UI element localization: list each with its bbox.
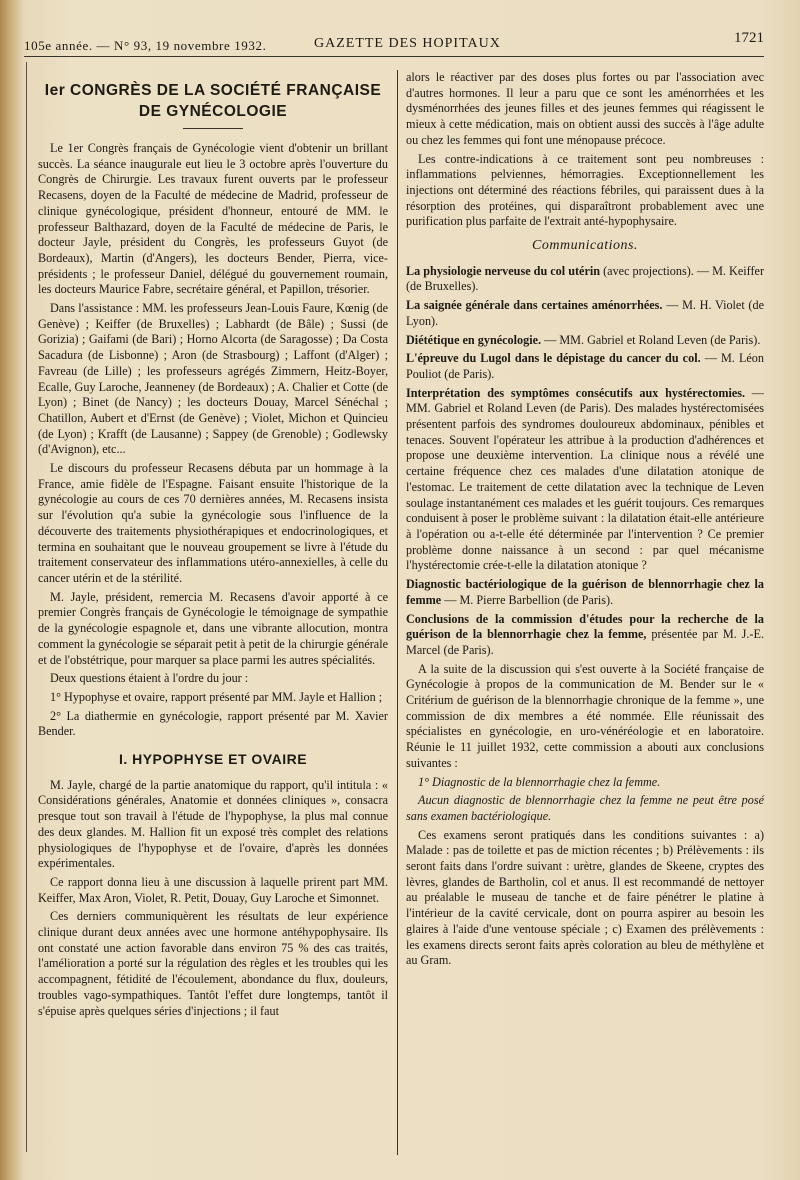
article-title-line-1: Ier CONGRÈS DE LA SOCIÉTÉ FRANÇAISE bbox=[44, 82, 382, 99]
right-column bbox=[406, 70, 764, 972]
intro-paragraph: Le 1er Congrès français de Gynécologie vient d'obtenir un brillant succès. La séance inaugurale eut lieu le 3 octobre après l'ouverture du Congrès de Chirurgie. Les travaux furent ouverts par le professeur Recasens, doyen de la Faculté de médecine de Madrid, professeur de clinique gynécologique, président d'honneur, entouré de MM. le professeur Balthazard, doyen de la Faculté de médecine de Paris, le docteur Jayle, président du Congrès, les professeurs Guyot (de Bordeaux), Martin (d'Angers), les docteurs Bender, Pierra, vice-présidents ; le professeur Daniel, délégué du gouvernement roumain, les docteurs Maurice Fabre, secrétaire général, et Papillon, trésorier. bbox=[38, 141, 388, 297]
page-number: 1721 bbox=[734, 30, 764, 46]
recasens-paragraph: Le discours du professeur Recasens débuta par un hommage à la France, amie fidèle de l'Espagne. Faisant ensuite l'historique de la gynécologie au cours de ces 70 dernières années, M. Recasens insista sur l'évolution qu'a subie la gynécologie sous l'influence de la découverte des traitements physiothérapiques et endocrinologiques, et termina en souhaitant que le nouveau groupement se livre à l'étude du traitement conservateur des inflammations utéro-annexielles, à celle du cancer utérin et de la stérilité. bbox=[38, 461, 388, 585]
communication-title: Interprétation des symptômes consécutifs aux hystérectomies. bbox=[406, 385, 746, 400]
article-title-line-2: DE GYNÉCOLOGIE bbox=[138, 103, 288, 120]
communications-title: Communications. bbox=[532, 238, 638, 254]
attendance-paragraph: Dans l'assistance : MM. les professeurs Jean-Louis Faure, Kœnig (de Genève) ; Keiffer (de Bruxelles) ; Labhardt (de Bâle) ; Sussi (de Gorizia) ; Gaifami (de Bari) ; Horno Alcorta (de Saragosse) ; Da Costa Sacadura (de Lisbonne) ; Aron (de Strasbourg) ; Laffont (d'Alger) ; Favreau (de Lille) ; les professeurs agrégés Zimmern, Heitz-Boyer, Ecalle, Guy Laroche, Jeanneney (de Bordeaux) ; A. Chalier et Cotte (de Lyon) ; Binet (de Nancy) ; les docteurs Douay, Marcel Sénéchal ; Chatillon, Aubert et d'Ernst (de Genève) ; Violet, Michon et Quincieu (de Lyon) ; Krafft (de Lausanne) ; Sappey (de Grenoble) ; Godlewsky (d'Avignon), etc... bbox=[38, 301, 388, 457]
section-paragraph: Ces derniers communiquèrent les résultats de leur expérience clinique durant deux années avec une hormone antéhypophysaire. Ils ont constaté une action favorable dans environ 75 % des cas traités, l'amélioration a porté sur la régulation des règles et les troubles qui les accompagnent, fétidité de l'écoulement, abondance du flux, douleurs, troubles vago-sympathiques. Tantôt l'effet dure longtemps, tantôt il s'épuise après quelques séries d'injections ; il faut bbox=[38, 909, 388, 1018]
agenda-item-1: 1° Hypophyse et ovaire, rapport présenté par MM. Jayle et Hallion ; bbox=[50, 689, 383, 704]
continued-paragraph: alors le réactiver par des doses plus fortes ou par l'association avec d'autres hormones. Il leur a paru que ce sont les aménorrhées et les dysménorrhées des jeunes filles et des jeunes femmes qui réagissent le mieux à cette médication, mais on obtient aussi des succès à l'âge adulte ou chez les femmes qui font une ménopause précoce. bbox=[406, 70, 764, 147]
communication-title: L'épreuve du Lugol dans le dépistage du cancer du col. bbox=[406, 351, 701, 366]
header-rule bbox=[24, 56, 764, 57]
communication-body: — MM. Gabriel et Roland Leven (de Paris). Des malades hystérectomisées présentent parfois des syndromes douloureux abdominaux, pénibles et tenaces. Souvent l'opérateur les attribue à la production d'adhérences et propose une deuxième intervention. La clinique nous a révélé une certaine fréquence chez ces malades d'une dilatation atonique de l'estomac. Le traitement de cette dilatation avec la technique de Leven soulage instantanément ces malades et les guérit toujours. Ces remarques conduisent à poser le problème suivant : la dilatation était-elle antérieure à l'opération ou a-t-elle été déterminée par l'intervention ? Ce premier problème donne naissance à un second : par quel mécanisme l'hystérectomie crée-t-elle la dilatation atonique ? bbox=[406, 385, 764, 573]
left-column bbox=[38, 72, 388, 1022]
section-paragraph: M. Jayle, chargé de la partie anatomique du rapport, qu'il intitula : « Considérations générales, Anatomie et données cliniques », consacra presque tout son travail à l'étude de l'hypophyse, la plus mal connue des deux glandes. M. Hallion fit un exposé très complet des relations physiologiques de l'hypophyse et de l'ovaire, d'après les données expérimentales. bbox=[38, 777, 388, 871]
examination-paragraph: Ces examens seront pratiqués dans les conditions suivantes : a) Malade : pas de toilette et pas de miction récentes ; b) Prélèvements : ils seront faits dans l'ordre suivant : urètre, glandes de Skeene, cryptes des lèvres, glandes de Bartholin, col et anus. Il est recommandé de nettoyer au préalable le museau de tanche et de faire pénétrer le platine à l'intérieur de la cavité cervicale, dont on pourra aspirer au besoin les glaires à l'aide d'une ventouse spéciale ; c) Examen des prélèvements : les examens directs seront faits après coloration au bleu de méthylène et au Gram. bbox=[406, 827, 764, 968]
contraindications-paragraph: Les contre-indications à ce traitement sont peu nombreuses : inflammations pelviennes, hémorragies. Exceptionnellement les injections ont déterminé des réactions fébriles, qui paraissent dues à la résorption des protéines, qui disparaîtront probablement avec une purification plus parfaite de l'extrait anté-hypophysaire. bbox=[406, 151, 764, 229]
communication-author: (avec projections). — M. Keiffer (de Bruxelles). bbox=[406, 263, 764, 294]
commission-paragraph: A la suite de la discussion qui s'est ouverte à la Société française de Gynécologie à propos de la communication de M. Bender sur le « Critérium de guérison de la blennorrhagie chronique de la femme », une commission de dix membres a été nommée. Elle réunissait des spécialistes en gynécologie, en uro-vénéréologie et en laboratoire. Réunie le 11 juillet 1932, cette commission a abouti aux conclusions suivantes : bbox=[406, 661, 764, 770]
diagnostic-rule: Aucun diagnostic de blennorrhagie chez la femme ne peut être posé sans examen bactériologique. bbox=[406, 793, 764, 823]
communication-title: Diagnostic bactériologique de la guérison de blennorrhagie chez la femme bbox=[406, 577, 764, 607]
communication-entry bbox=[406, 351, 764, 382]
article-title bbox=[38, 80, 388, 122]
communication-entry bbox=[406, 612, 764, 659]
communication-entry bbox=[406, 333, 764, 349]
diagnostic-heading: 1° Diagnostic de la blennorrhagie chez la femme. bbox=[418, 774, 661, 789]
communication-title: Diététique en gynécologie. bbox=[406, 332, 542, 347]
communication-entry bbox=[406, 264, 764, 295]
communication-entry bbox=[406, 298, 764, 329]
section-title: I. HYPOPHYSE ET OVAIRE bbox=[118, 751, 308, 768]
communication-author: présentée par M. J.-E. Marcel (de Paris). bbox=[406, 627, 764, 657]
communication-author: — M. H. Violet (de Lyon). bbox=[406, 298, 764, 328]
section-paragraph: Ce rapport donna lieu à une discussion à laquelle prirent part MM. Keiffer, Max Aron, Violet, R. Petit, Douay, Guy Laroche et Simonnet. bbox=[38, 874, 388, 905]
column-divider bbox=[397, 70, 398, 1155]
communication-title: La physiologie nerveuse du col utérin bbox=[406, 263, 601, 278]
communication-author: — M. Pierre Barbellion (de Paris). bbox=[441, 592, 614, 607]
left-frame-rule bbox=[26, 62, 27, 1152]
communication-author: — MM. Gabriel et Roland Leven (de Paris). bbox=[541, 332, 761, 347]
agenda-item-2: 2° La diathermie en gynécologie, rapport présenté par M. Xavier Bender. bbox=[38, 708, 388, 739]
agenda-intro: Deux questions étaient à l'ordre du jour : bbox=[50, 671, 249, 686]
jayle-paragraph: M. Jayle, président, remercia M. Recasens d'avoir apporté à ce premier Congrès français de Gynécologie le témoignage de sympathie de la gynécologie espagnole et, dans une vibrante allocution, montra comment la gynécologie se séparait petit à petit de la chirurgie générale et de l'obstétrique, pour marquer sa place parmi les autres spécialités. bbox=[38, 589, 388, 667]
communication-title: La saignée générale dans certaines aménorrhées. bbox=[406, 298, 663, 313]
communication-title: Conclusions de la commission d'études pour la recherche de la guérison de la blennorrhagie chez la femme, bbox=[406, 611, 764, 642]
communication-author: — M. Léon Pouliot (de Paris). bbox=[406, 351, 764, 381]
title-divider bbox=[183, 128, 243, 129]
communication-entry bbox=[406, 386, 764, 574]
running-head: 105e année. — N° 93, 19 novembre 1932. bbox=[24, 38, 267, 53]
communication-entry bbox=[406, 577, 764, 608]
journal-name: GAZETTE DES HOPITAUX bbox=[314, 36, 501, 51]
